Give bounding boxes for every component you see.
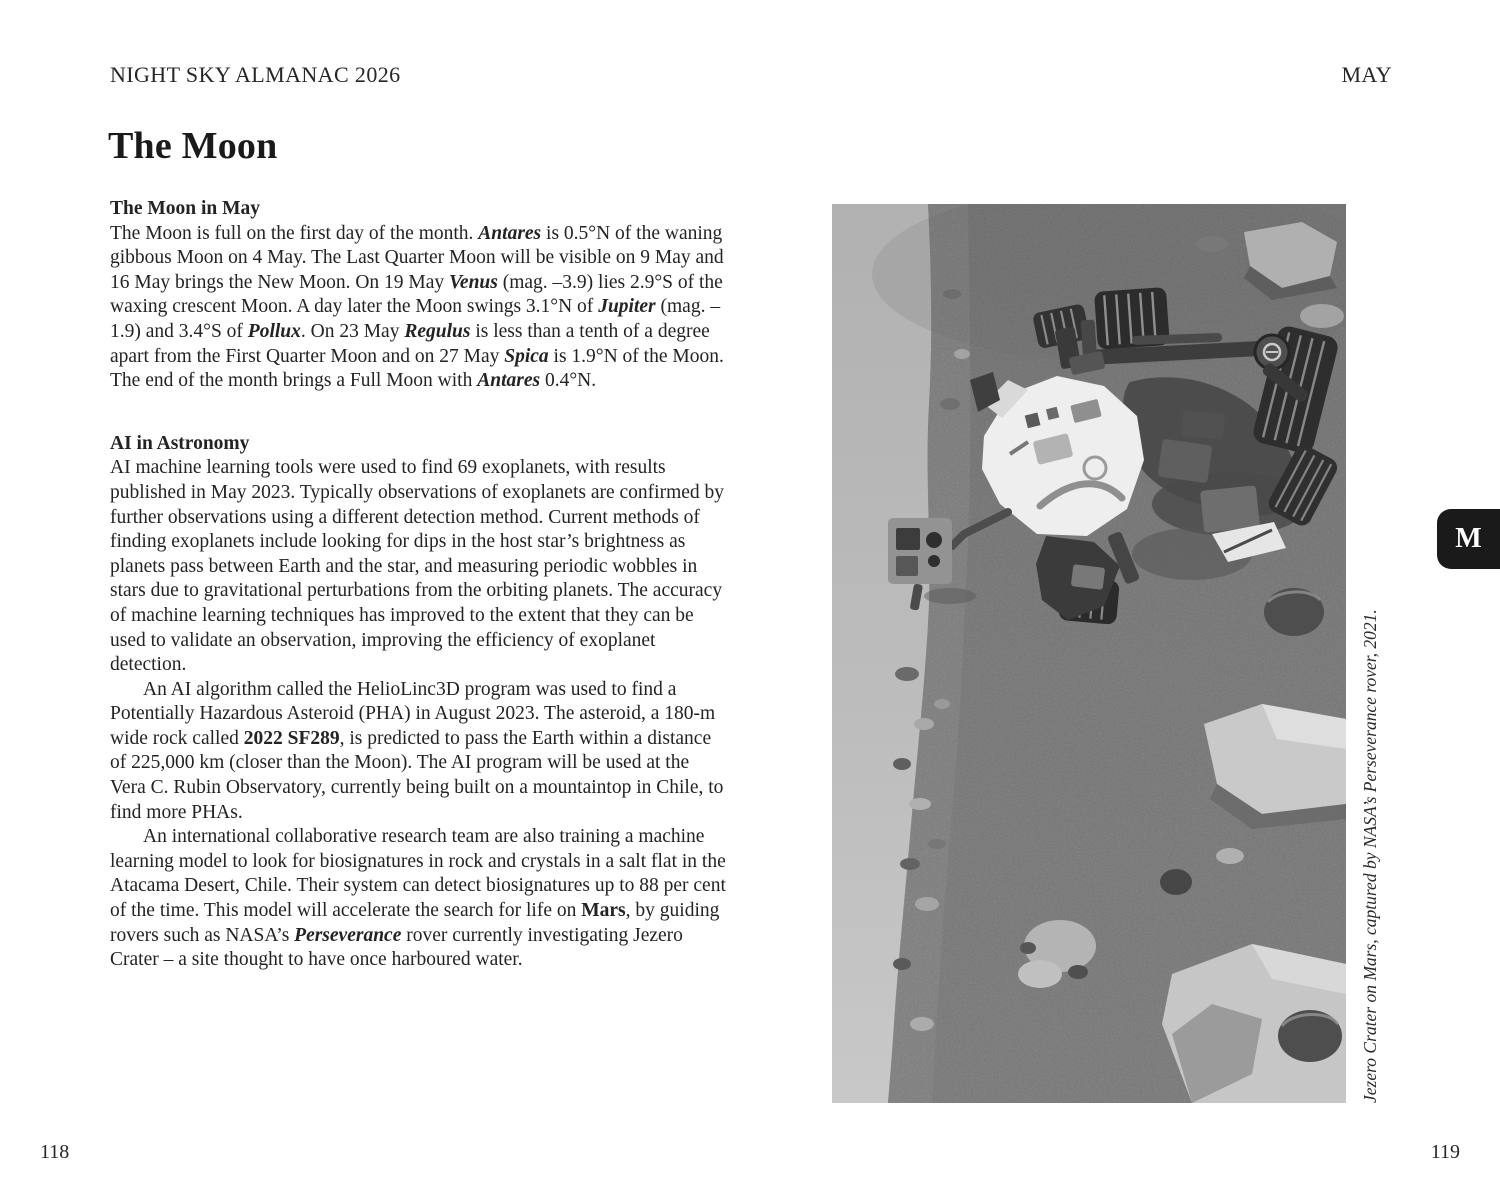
text-segment: Regulus	[404, 320, 471, 342]
paragraph	[110, 456, 726, 677]
text-segment: Antares	[477, 370, 541, 392]
photo-caption: Jezero Crater on Mars, captured by NASA’s Perseverance rover, 2021.	[1360, 609, 1380, 1103]
text-segment: AI machine learning tools were used to find 69 exoplanets, with results published in May 2023. Typically observations of exoplanets are confirmed by further observations using a different detection method. Current methods of finding exoplanets include looking for dips in the host star’s brightness as planets pass between Earth and the star, and measuring periodic wobbles in stars due to gravitational perturbations from the orbiting planets. The accuracy of machine learning techniques has improved to the extent that they can be used to validate an observation, improving the efficiency of exoplanet detection.	[110, 457, 725, 676]
article-text-column	[110, 197, 726, 973]
text-segment: is 1.9°N of the Moon. The end of the month brings a Full Moon with	[110, 345, 724, 392]
section	[110, 432, 726, 973]
mars-rover-photo-illustration	[832, 204, 1346, 1103]
text-segment: The Moon is full on the first day of the month.	[110, 222, 479, 244]
month-tab	[1437, 509, 1500, 569]
text-segment: Mars	[581, 900, 626, 922]
text-segment: , by guiding rovers such as NASA’s	[110, 900, 720, 946]
page-number-left: 118	[40, 1141, 70, 1163]
section-heading: AI in Astronomy	[110, 432, 250, 454]
text-segment: 2022 SF289	[243, 727, 340, 749]
text-segment: is 0.5°N of the waning gibbous Moon on 4 May. The Last Quarter Moon will be visible on 9 May and 16 May brings the New Moon. On 19 May	[110, 222, 724, 293]
text-segment: Pollux	[247, 320, 301, 342]
text-segment: rover currently investigating Jezero Crater – a site thought to have once harboured water.	[110, 924, 683, 971]
running-head-book-title: NIGHT SKY ALMANAC 2026	[110, 62, 401, 87]
paragraph	[110, 222, 726, 394]
text-segment: (mag. –3.9) lies 2.9°S of the waxing crescent Moon. A day later the Moon swings 3.1°N of	[110, 271, 723, 318]
text-segment: Spica	[504, 345, 549, 367]
section	[110, 197, 726, 394]
paragraph	[110, 825, 726, 973]
text-segment: Antares	[478, 222, 542, 244]
text-segment: Jupiter	[598, 296, 656, 318]
text-segment: Perseverance	[294, 924, 402, 946]
text-segment: 0.4°N.	[540, 370, 597, 392]
month-tab-letter: M	[1455, 523, 1482, 554]
paragraph	[110, 678, 726, 826]
text-segment: is less than a tenth of a degree apart from the First Quarter Moon and on 27 May	[110, 320, 710, 367]
mars-rover-photo	[832, 204, 1346, 1103]
text-segment: (mag. –1.9) and 3.4°S of	[110, 296, 721, 342]
text-segment: Venus	[449, 271, 498, 293]
text-segment: An international collaborative research team are also training a machine learning model to look for biosignatures in rock and crystals in a salt flat in the Atacama Desert, Chile. Their system can detect biosignatures up to 88 per cent of the time. This model will accelerate the search for life on	[110, 826, 726, 922]
text-segment: . On 23 May	[300, 320, 405, 342]
text-segment: An AI algorithm called the HelioLinc3D program was used to find a Potentially Hazardous Asteroid (PHA) in August 2023. The asteroid, a 180-m wide rock called	[110, 678, 716, 749]
page-number-right: 119	[1430, 1141, 1460, 1163]
section-heading: The Moon in May	[110, 198, 261, 219]
page-title: The Moon	[108, 125, 278, 167]
running-head-month: MAY	[1341, 62, 1392, 87]
text-segment: , is predicted to pass the Earth within a distance of 225,000 km (closer than the Moon). The AI program will be used at the Vera C. Rubin Observatory, currently being built on a mountaintop in Chile, to find more PHAs.	[110, 727, 724, 823]
